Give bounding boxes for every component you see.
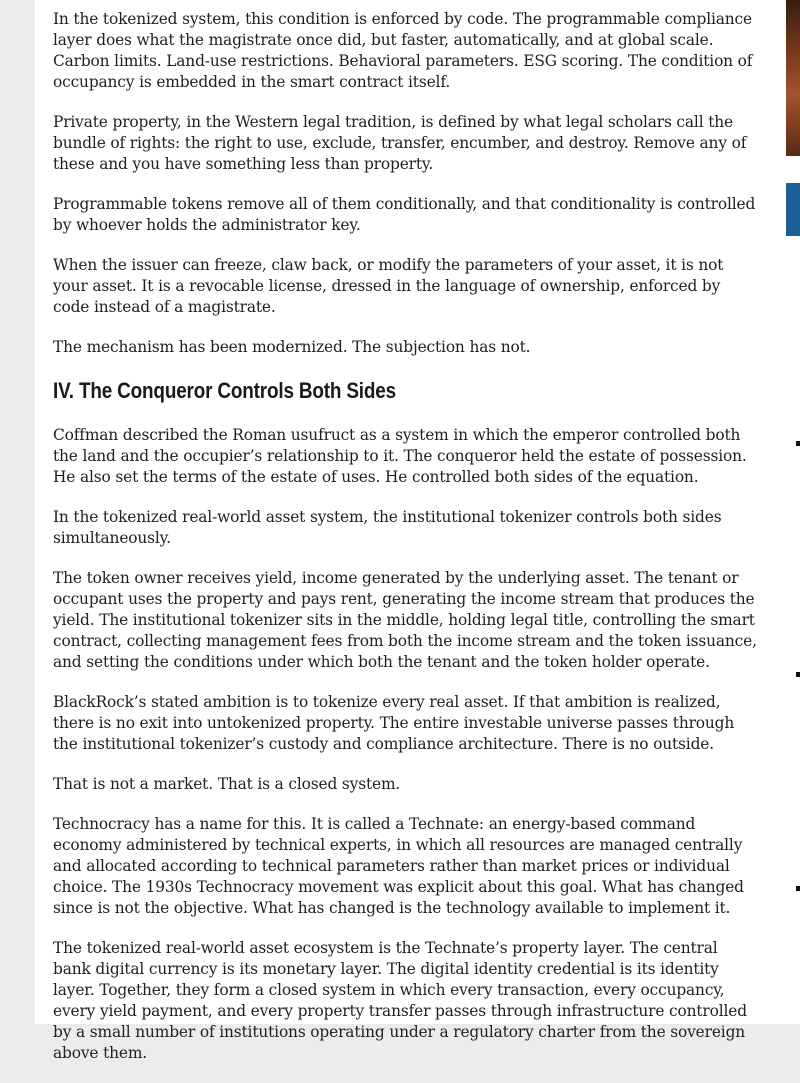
article-paragraph: When the issuer can freeze, claw back, or modify the parameters of your asset, it is not your asset. It is a revocable license, dressed in the language of ownership, enforced by code instead of a magistrate. [53, 256, 724, 316]
article-body [35, 0, 765, 1062]
article-paragraph: The mechanism has been modernized. The subjection has not. [53, 338, 531, 356]
article-paragraph: Technocracy has a name for this. It is called a Technate: an energy-based command economy administered by technical experts, in which all resources are managed centrally and allocated according to technical parameters rather than market prices or individual choice. The 1930s Technocracy movement was explicit about this goal. What has changed since is not the objective. What has changed is the technology available to implement it. [53, 815, 744, 917]
left-gutter [0, 0, 35, 1024]
article-paragraph: In the tokenized system, this condition is enforced by code. The programmable compliance layer does what the magistrate once did, but faster, automatically, and at global scale. Carbon limits. Land-use restrictions. Behavioral parameters. ESG scoring. The condition of occupancy is embedded in the smart contract itself. [53, 10, 753, 91]
article-content [53, 9, 759, 1083]
article-paragraph: The token owner receives yield, income generated by the underlying asset. The tenant or occupant uses the property and pays rent, generating the income stream that produces the yield. The institutional tokenizer sits in the middle, holding legal title, controlling the smart contract, collecting management fees from both the income stream and the token issuance, and setting the conditions under which both the tenant and the token holder operate. [53, 569, 757, 671]
article-paragraph: In the tokenized real-world asset system, the institutional tokenizer controls both sides simultaneously. [53, 508, 722, 547]
sidebar-badge[interactable] [786, 183, 800, 236]
article-paragraph: The tokenized real-world asset ecosystem is the Technate’s property layer. The central bank digital currency is its monetary layer. The digital identity credential is its identity layer. Together, they form a closed system in which every transaction, every occupancy, every yield payment, and every property transfer passes through infrastructure controlled by a small number of institutions operating under a regulatory charter from the sovereign above them. [53, 939, 747, 1062]
article-thumbnail-image[interactable] [786, 0, 800, 156]
article-paragraph: Private property, in the Western legal tradition, is defined by what legal scholars call the bundle of rights: the right to use, exclude, transfer, encumber, and destroy. Remove any of these and you have something less than property. [53, 113, 747, 173]
section-heading: IV. The Conqueror Controls Both Sides [53, 378, 396, 403]
article-paragraph: Programmable tokens remove all of them conditionally, and that conditionality is controlled by whoever holds the administrator key. [53, 195, 756, 234]
article-paragraph: That is not a market. That is a closed system. [53, 775, 401, 793]
sidebar-bullet-icon [796, 672, 800, 677]
article-paragraph: Coffman described the Roman usufruct as a system in which the emperor controlled both the land and the occupier’s relationship to it. The conqueror held the estate of possession. He also set the terms of the estate of uses. He controlled both sides of the equation. [53, 426, 747, 486]
sidebar-bullet-icon [796, 886, 800, 891]
sidebar-bullet-icon [796, 441, 800, 446]
article-paragraph: BlackRock’s stated ambition is to tokenize every real asset. If that ambition is realized, there is no exit into untokenized property. The entire investable universe passes through the institutional tokenizer’s custody and compliance architecture. There is no outside. [53, 693, 735, 753]
